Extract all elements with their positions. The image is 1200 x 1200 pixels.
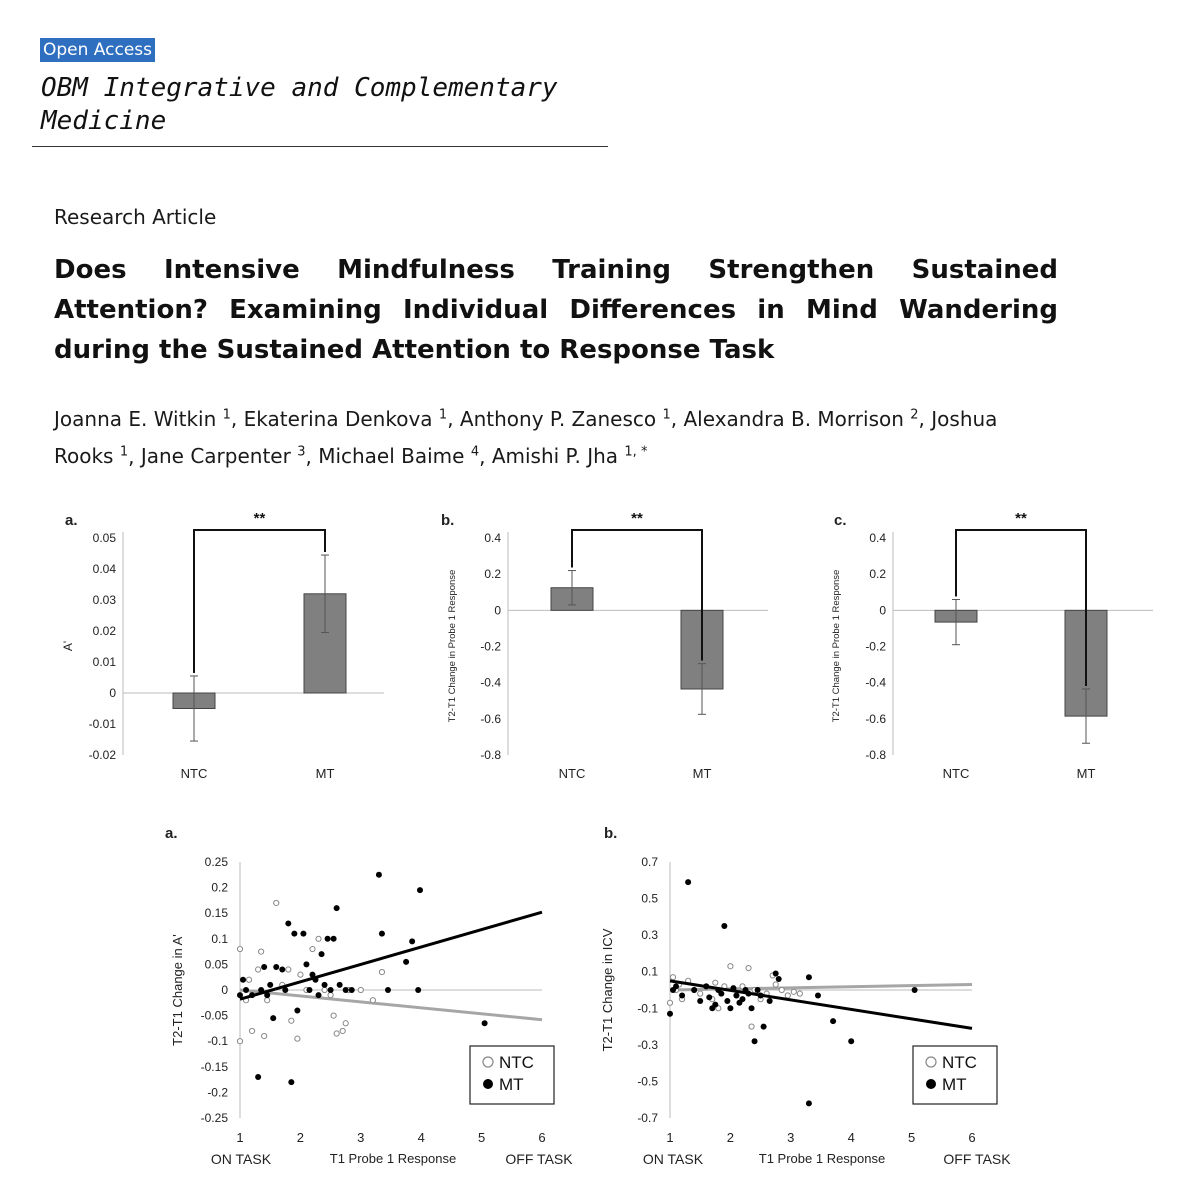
y-tick-label: 0.02 — [92, 624, 116, 638]
journal-name-line-2: Medicine — [41, 106, 167, 136]
y-tick-label: 0.7 — [641, 855, 658, 869]
x-tick-label: 1 — [236, 1130, 244, 1145]
x-tick-label: NTC — [942, 766, 970, 781]
y-tick-label: -0.3 — [637, 1037, 658, 1052]
point-mt — [685, 879, 691, 885]
x-tick-label: 6 — [968, 1130, 976, 1145]
x-axis-label: T1 Probe 1 Response — [758, 1151, 886, 1166]
point-mt — [243, 987, 249, 993]
y-tick-label: 0.2 — [211, 880, 228, 895]
point-mt — [316, 992, 322, 998]
point-mt — [285, 920, 291, 926]
point-mt — [667, 1011, 673, 1017]
point-ntc — [249, 1028, 254, 1033]
point-mt — [300, 931, 306, 937]
legend-label-ntc: NTC — [942, 1053, 977, 1072]
y-tick-label: 0 — [109, 686, 116, 700]
point-ntc — [746, 965, 751, 970]
x-tick-label: NTC — [558, 766, 586, 781]
point-ntc — [289, 1018, 294, 1023]
panel-label: b. — [604, 825, 618, 842]
point-ntc — [667, 1000, 672, 1005]
y-tick-label: -0.15 — [200, 1059, 228, 1074]
point-mt — [343, 987, 349, 993]
x-tick-label: 5 — [477, 1130, 486, 1145]
point-mt — [403, 959, 409, 965]
legend-marker-ntc — [926, 1057, 936, 1067]
point-ntc — [274, 900, 279, 905]
point-ntc — [262, 1033, 267, 1038]
point-mt — [746, 991, 752, 997]
point-ntc — [256, 967, 261, 972]
y-tick-label: -0.8 — [480, 748, 501, 762]
author-affiliation: 1 — [222, 407, 231, 422]
point-mt — [258, 987, 264, 993]
author-affiliation: 1 — [438, 407, 448, 422]
author-name: Ekaterina Denkova — [243, 406, 439, 431]
point-mt — [279, 967, 285, 973]
y-tick-label: -0.1 — [637, 1001, 658, 1016]
point-mt — [379, 931, 385, 937]
point-mt — [691, 987, 697, 993]
point-mt — [306, 987, 312, 993]
author-name: Michael Baime — [318, 444, 471, 469]
y-tick-label: -0.1 — [207, 1034, 228, 1049]
y-tick-label: -0.5 — [637, 1074, 658, 1089]
y-tick-label: 0.1 — [211, 931, 228, 946]
point-mt — [270, 1015, 276, 1021]
point-ntc — [246, 977, 251, 982]
point-ntc — [259, 949, 264, 954]
significance-label: ** — [1015, 510, 1027, 527]
y-tick-label: 0 — [494, 603, 501, 618]
point-mt — [309, 972, 315, 978]
point-ntc — [286, 967, 291, 972]
point-ntc — [749, 1024, 754, 1029]
y-tick-label: 0.25 — [204, 855, 228, 869]
point-mt — [721, 923, 727, 929]
fit-line-mt — [240, 912, 542, 999]
point-mt — [830, 1018, 836, 1024]
point-mt — [415, 987, 421, 993]
point-mt — [749, 1005, 755, 1011]
point-mt — [325, 936, 331, 942]
y-tick-label: 0.04 — [92, 562, 116, 576]
author-name: Amishi P. Jha — [491, 444, 625, 469]
legend-marker-mt — [483, 1079, 493, 1089]
point-ntc — [797, 991, 802, 996]
y-tick-label: 0.4 — [484, 531, 501, 545]
point-mt — [409, 938, 415, 944]
point-mt — [237, 992, 243, 998]
legend-marker-mt — [926, 1079, 936, 1089]
point-mt — [255, 1074, 261, 1080]
x-label-on-task: ON TASK — [642, 1151, 704, 1167]
x-tick-label: MT — [692, 766, 712, 781]
point-mt — [482, 1020, 488, 1026]
y-tick-label: 0.1 — [641, 964, 658, 979]
x-tick-label: 3 — [357, 1130, 365, 1145]
point-mt — [679, 992, 685, 998]
point-ntc — [785, 993, 790, 998]
x-tick-label: 4 — [847, 1130, 855, 1145]
point-mt — [755, 987, 761, 993]
point-mt — [288, 1079, 294, 1085]
point-ntc — [237, 946, 242, 951]
author-affiliation: 1, * — [624, 444, 648, 460]
point-ntc — [773, 982, 778, 987]
y-tick-label: 0.05 — [204, 957, 228, 972]
legend-label-mt: MT — [942, 1075, 967, 1094]
point-mt — [267, 982, 273, 988]
y-tick-label: 0 — [221, 983, 228, 997]
point-mt — [761, 1024, 767, 1030]
point-mt — [739, 996, 745, 1002]
point-ntc — [334, 1031, 339, 1036]
author-affiliation: 3 — [297, 444, 306, 460]
point-mt — [815, 992, 821, 998]
x-tick-label: 3 — [787, 1130, 795, 1145]
y-tick-label: 0.4 — [869, 531, 886, 545]
y-tick-label: 0.05 — [92, 531, 116, 545]
point-ntc — [713, 980, 718, 985]
point-mt — [334, 905, 340, 911]
significance-label: ** — [253, 510, 266, 527]
panel-label: a. — [65, 512, 78, 529]
open-access-badge[interactable]: Open Access — [40, 38, 155, 62]
author-name: Joshua Rooks — [54, 406, 998, 469]
y-axis-label: A' — [61, 640, 75, 652]
point-mt — [703, 983, 709, 989]
point-mt — [697, 998, 703, 1004]
author-name: Alexandra B. Morrison — [683, 406, 911, 431]
point-mt — [706, 994, 712, 1000]
point-ntc — [298, 972, 303, 977]
point-mt — [261, 964, 267, 970]
point-mt — [733, 992, 739, 998]
point-mt — [724, 998, 730, 1004]
point-ntc — [322, 987, 327, 992]
author-list: Joanna E. Witkin $^1$, Ekaterina Denkova $^1$, Anthony P. Zanesco $^1$, Alexandra B. Morrison $^2$, Joshua Rooks $^1$, Jane Carpenter $^3$, Michael Baime $^4$, Amishi P. Jha $^{1, *}$ — [54, 406, 998, 469]
y-tick-label: -0.7 — [637, 1111, 658, 1125]
point-mt — [752, 1038, 758, 1044]
y-tick-label: -0.4 — [865, 675, 886, 690]
author-affiliation: 1 — [119, 444, 129, 460]
point-ntc — [370, 998, 375, 1003]
y-tick-label: -0.02 — [88, 748, 116, 762]
point-mt — [328, 987, 334, 993]
point-mt — [331, 936, 337, 942]
y-tick-label: 0.2 — [484, 567, 501, 582]
panel-label: b. — [441, 512, 455, 529]
y-tick-label: 0.03 — [92, 593, 116, 607]
point-ntc — [670, 975, 675, 980]
point-ntc — [295, 1036, 300, 1041]
point-ntc — [379, 969, 384, 974]
point-ntc — [237, 1039, 242, 1044]
point-mt — [758, 992, 764, 998]
x-tick-label: 6 — [538, 1130, 546, 1145]
y-tick-label: 0.15 — [204, 906, 228, 921]
point-ntc — [343, 1021, 348, 1026]
y-tick-label: 0.5 — [641, 891, 658, 906]
y-axis-label: T2-T1 Change in A' — [170, 934, 185, 1046]
point-mt — [322, 982, 328, 988]
y-tick-label: -0.6 — [480, 711, 501, 726]
y-tick-label: -0.01 — [88, 717, 116, 731]
point-mt — [294, 1007, 300, 1013]
y-axis-label: T2-T1 Change in Probe 1 Response — [447, 569, 458, 723]
panel-label: a. — [165, 825, 178, 842]
point-ntc — [791, 989, 796, 994]
point-mt — [718, 991, 724, 997]
point-mt — [806, 974, 812, 980]
y-tick-label: -0.4 — [480, 675, 501, 690]
y-tick-label: -0.2 — [865, 639, 886, 654]
y-tick-label: -0.6 — [865, 711, 886, 726]
point-mt — [337, 982, 343, 988]
author-affiliation: 2 — [910, 407, 919, 422]
y-tick-label: 0.01 — [92, 655, 116, 669]
point-mt — [776, 976, 782, 982]
y-tick-label: -0.2 — [207, 1085, 228, 1100]
point-mt — [249, 992, 255, 998]
point-ntc — [310, 946, 315, 951]
article-type: Research Article — [54, 205, 217, 229]
y-tick-label: -0.25 — [200, 1111, 228, 1125]
author-affiliation: 1 — [662, 407, 671, 422]
point-mt — [282, 987, 288, 993]
legend-label-mt: MT — [499, 1075, 524, 1094]
point-ntc — [358, 987, 363, 992]
x-tick-label: 2 — [726, 1130, 735, 1145]
point-mt — [773, 971, 779, 977]
y-tick-label: -0.05 — [200, 1008, 228, 1023]
author-name: Joanna E. Witkin — [54, 406, 223, 431]
point-ntc — [698, 991, 703, 996]
point-mt — [273, 964, 279, 970]
x-axis-label: T1 Probe 1 Response — [329, 1151, 457, 1166]
journal-name-line-1: OBM Integrative and Complementary — [41, 73, 558, 103]
point-mt — [291, 931, 297, 937]
author-name: Jane Carpenter — [140, 444, 298, 469]
x-tick-label: 1 — [666, 1130, 674, 1145]
point-ntc — [265, 998, 270, 1003]
point-mt — [767, 998, 773, 1004]
x-label-off-task: OFF TASK — [943, 1151, 1011, 1167]
point-ntc — [328, 993, 333, 998]
point-mt — [417, 887, 423, 893]
point-mt — [264, 992, 270, 998]
point-ntc — [728, 964, 733, 969]
point-mt — [712, 1002, 718, 1008]
point-mt — [673, 983, 679, 989]
panel-label: c. — [834, 512, 847, 529]
author-affiliation: 4 — [470, 444, 480, 460]
x-label-off-task: OFF TASK — [505, 1151, 573, 1167]
point-mt — [806, 1100, 812, 1106]
x-tick-label: 4 — [417, 1130, 425, 1145]
point-mt — [730, 985, 736, 991]
point-mt — [376, 872, 382, 878]
point-mt — [313, 977, 319, 983]
y-axis-label: T2-T1 Change in Probe 1 Response — [831, 569, 842, 723]
point-ntc — [316, 936, 321, 941]
y-tick-label: 0.3 — [641, 928, 658, 943]
point-mt — [385, 987, 391, 993]
y-tick-label: -0.8 — [865, 748, 886, 762]
article-title: Does Intensive Mindfulness Training Strengthen Sustained Attention? Examining Individual Differences in Mind Wandering during the Sustained Attention to Response Task — [54, 255, 1058, 365]
x-tick-label: 5 — [907, 1130, 916, 1145]
point-ntc — [340, 1028, 345, 1033]
point-mt — [240, 977, 246, 983]
x-label-on-task: ON TASK — [210, 1151, 272, 1167]
point-mt — [848, 1038, 854, 1044]
point-mt — [912, 987, 918, 993]
x-tick-label: 2 — [296, 1130, 305, 1145]
legend-label-ntc: NTC — [499, 1053, 534, 1072]
fit-line-ntc — [240, 990, 542, 1020]
x-tick-label: MT — [1076, 766, 1096, 781]
author-name: Anthony P. Zanesco — [459, 406, 663, 431]
point-mt — [349, 987, 355, 993]
legend-marker-ntc — [483, 1057, 493, 1067]
y-axis-label: T2-T1 Change in ICV — [600, 928, 615, 1052]
point-ntc — [779, 987, 784, 992]
y-tick-label: 0.2 — [869, 567, 886, 582]
point-mt — [303, 961, 309, 967]
point-mt — [727, 1005, 733, 1011]
y-tick-label: 0 — [879, 603, 886, 618]
x-tick-label: NTC — [180, 766, 208, 781]
point-mt — [319, 951, 325, 957]
significance-label: ** — [631, 510, 643, 527]
point-ntc — [331, 1013, 336, 1018]
y-tick-label: -0.2 — [480, 639, 501, 654]
x-tick-label: MT — [315, 766, 335, 781]
